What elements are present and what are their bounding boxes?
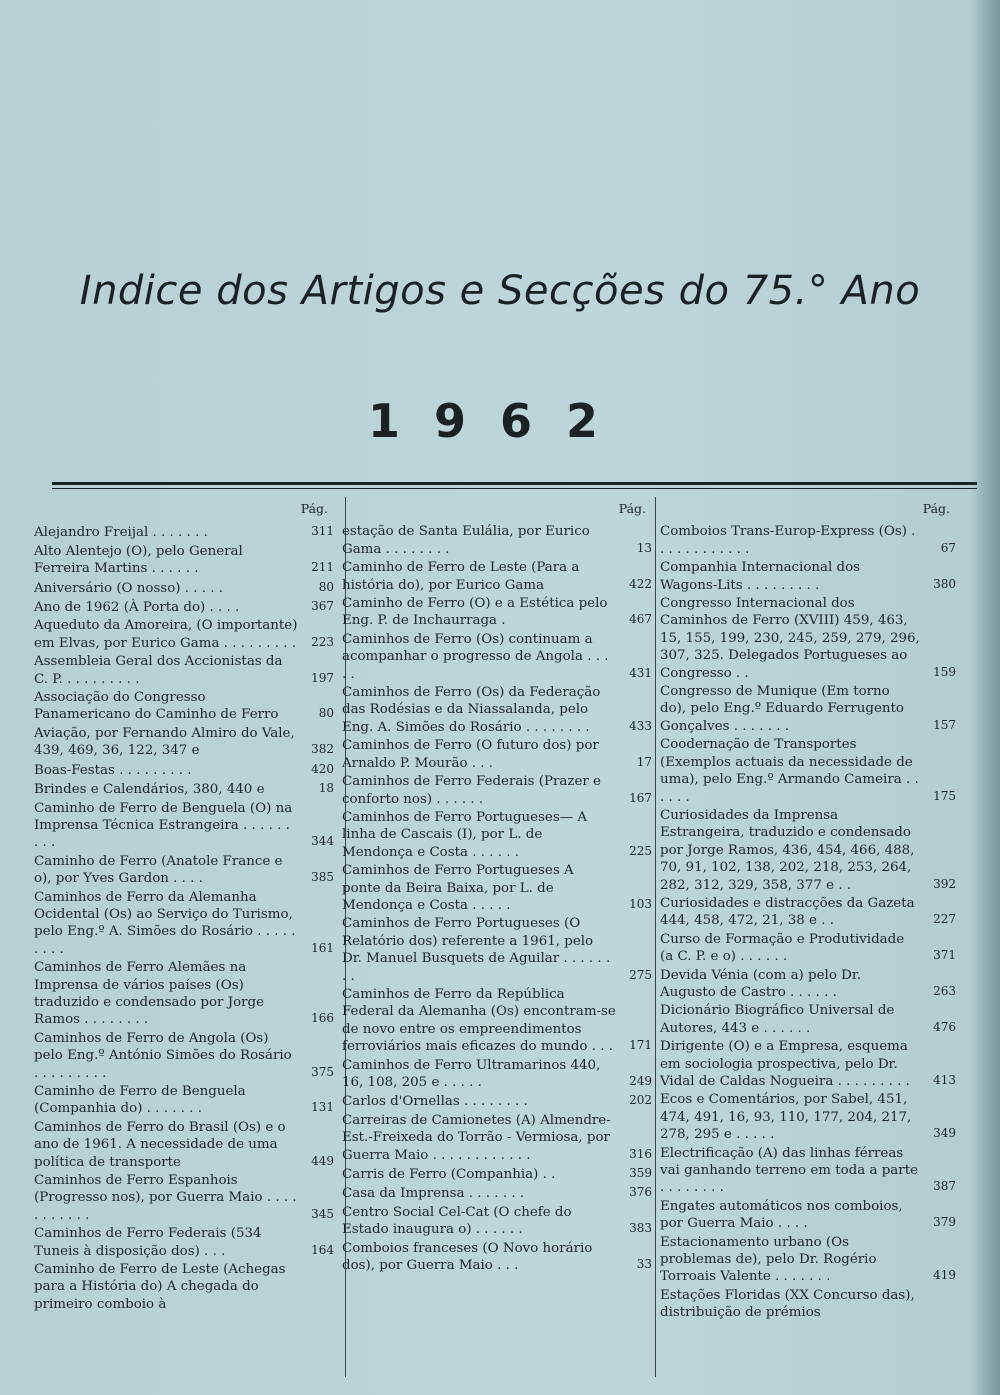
entry-title: Ano de 1962 (À Porta do) . . . .	[34, 600, 240, 616]
entry-page-number: 375	[311, 1064, 334, 1079]
index-entry	[34, 889, 334, 959]
entry-page-number: 349	[933, 1126, 956, 1141]
entry-page-number: 17	[636, 754, 652, 769]
entry-page-number: 385	[311, 870, 334, 885]
entry-page-number: 431	[629, 665, 652, 680]
entry-page-number: 380	[933, 576, 956, 591]
entry-page-number: 387	[933, 1179, 956, 1194]
entry-title: Centro Social Cel-Cat (O chefe do Estado inaugura o) . . . . . .	[342, 1204, 572, 1238]
index-entry	[34, 1172, 334, 1224]
entry-title: Companhia Internacional dos Wagons-Lits . . . . . . . . .	[660, 560, 861, 593]
entry-page-number: 197	[311, 670, 334, 685]
index-entry	[660, 1234, 956, 1286]
entry-title: Electrificação (A) das linhas férreas vai ganhando terreno em toda a parte . . . . . . . .	[660, 1145, 918, 1196]
page-edge-shadow	[972, 0, 1000, 1395]
index-entry	[342, 773, 652, 808]
entry-title: Comboios Trans-Europ-Express (Os) . . . . . . . . . . . .	[660, 524, 916, 557]
entry-page-number: 157	[933, 717, 956, 732]
entry-title: Engates automáticos nos comboios, por Guerra Maio . . . .	[660, 1198, 903, 1232]
entry-page-number: 225	[629, 843, 652, 858]
entry-page-number: 263	[933, 983, 956, 998]
index-entry	[34, 761, 334, 779]
entry-page-number: 419	[933, 1268, 956, 1283]
index-entry	[342, 595, 652, 630]
entry-title: Comboios franceses (O Novo horário dos), por Guerra Maio . . .	[342, 1240, 593, 1274]
entry-page-number: 359	[629, 1166, 652, 1181]
index-entry	[660, 523, 956, 558]
entry-title: Caminhos de Ferro Espanhois (Progresso nos), por Guerra Maio . . . . . . . . . . .	[34, 1173, 297, 1223]
entry-title: Dirigente (O) e a Empresa, esquema em sociologia prospectiva, pelo Dr. Vidal de Caldas Nogueira . . . . . . . . .	[660, 1039, 910, 1089]
index-entry	[342, 631, 652, 683]
index-entry	[660, 1287, 956, 1322]
index-column-3	[660, 500, 956, 1323]
page-header-label: Pág.	[300, 501, 328, 516]
entry-page-number: 316	[629, 1146, 652, 1161]
entry-page-number: 159	[933, 664, 956, 679]
index-entry	[34, 1083, 334, 1118]
index-entry	[660, 559, 956, 594]
year-heading: 1962	[367, 394, 633, 448]
index-entry	[342, 1165, 652, 1183]
entry-title: Caminhos de Ferro de Angola (Os) pelo Eng.º António Simões do Rosário . . . . . . . . .	[34, 1030, 292, 1081]
entry-page-number: 171	[629, 1038, 652, 1053]
entry-page-number: 311	[311, 524, 334, 539]
entry-title: Alejandro Freijal . . . . . . .	[34, 525, 208, 541]
entry-title: Ecos e Comentários, por Sabel, 451, 474, 491, 16, 93, 110, 177, 204, 217, 278, 295 e . . . . .	[660, 1092, 912, 1143]
index-entry	[660, 1198, 956, 1233]
entry-page-number: 211	[311, 560, 334, 575]
entry-page-number	[298, 1312, 334, 1313]
entry-title: Carlos d'Ornellas . . . . . . . .	[342, 1094, 528, 1110]
entry-title: Caminho de Ferro de Benguela (O) na Imprensa Técnica Estrangeira . . . . . . . . .	[34, 800, 293, 851]
entry-page-number: 164	[311, 1242, 334, 1257]
entry-title: Caminho de Ferro de Leste (Achegas para a História do) A chegada do primeiro comboio à	[34, 1262, 286, 1312]
index-entry	[34, 780, 334, 798]
entry-title: Caminhos de Ferro Federais (Prazer e conforto nos) . . . . . .	[342, 774, 601, 807]
entry-title: Caminhos de Ferro da República Federal da Alemanha (Os) encontram-se de novo entre os empreendimentos ferroviários mais eficazes do mundo . . .	[342, 986, 616, 1055]
entry-title: Devida Vénia (com a) pelo Dr. Augusto de Castro . . . . . .	[660, 967, 862, 1000]
entry-page-number: 13	[636, 540, 652, 555]
index-entry	[660, 1002, 956, 1037]
index-entry	[660, 1091, 956, 1143]
top-rule-thin	[52, 488, 977, 489]
entry-page-number: 467	[629, 612, 652, 627]
entry-page-number: 382	[311, 742, 334, 757]
index-entry	[34, 689, 334, 724]
index-entry	[342, 809, 652, 861]
entry-page-number: 202	[629, 1093, 652, 1108]
entry-title: Aniversário (O nosso) . . . . .	[34, 580, 224, 596]
entry-title: Caminho de Ferro (O) e a Estética pelo Eng. P. de Inchaurraga .	[342, 596, 608, 629]
entry-page-number	[920, 1321, 956, 1322]
entry-title: Alto Alentejo (O), pelo General Ferreira Martins . . . . . .	[34, 543, 243, 577]
index-entry	[342, 1240, 652, 1275]
entry-page-number: 344	[311, 834, 334, 849]
index-entry	[660, 895, 956, 930]
index-entry	[342, 915, 652, 985]
entry-page-number: 392	[933, 876, 956, 891]
column-divider	[655, 497, 656, 1377]
index-column-1	[34, 500, 334, 1314]
index-entry	[342, 986, 652, 1056]
index-entry	[34, 579, 334, 597]
index-entry	[34, 853, 334, 888]
entry-title: Caminhos de Ferro Alemães na Imprensa de vários países (Os) traduzido e condensado por Jorge Ramos . . . . . . . .	[34, 960, 265, 1028]
entry-title: Congresso Internacional dos Caminhos de Ferro (XVIII) 459, 463, 15, 155, 199, 230, 245, 259, 279, 296, 307, 325. Delegados Portugueses ao Congresso . .	[660, 596, 920, 681]
entry-title: Caminhos de Ferro Federais (534 Tuneis à disposição dos) . . .	[34, 1226, 262, 1259]
entry-title: Carris de Ferro (Companhia) . .	[342, 1167, 556, 1183]
entry-page-number: 413	[933, 1073, 956, 1087]
index-entry	[34, 523, 334, 541]
entry-page-number: 18	[318, 781, 334, 796]
index-entry	[342, 684, 652, 736]
entry-title: Congresso de Munique (Em torno do), pelo Eng.º Eduardo Ferrugento Gonçalves . . . . . . .	[660, 684, 904, 734]
index-entry	[34, 959, 334, 1029]
index-entry	[660, 1145, 956, 1197]
index-entry	[34, 800, 334, 852]
index-column-2	[342, 500, 652, 1275]
index-entry	[342, 1204, 652, 1239]
index-entry	[660, 967, 956, 1002]
entry-page-number: 103	[629, 896, 652, 911]
index-entry	[342, 1092, 652, 1110]
entry-title: Coodernação de Transportes (Exemplos actuais da necessidade de uma), pelo Eng.º Armando Cameira . . . . . .	[660, 737, 919, 805]
entry-page-number: 80	[318, 579, 334, 594]
entry-title: Caminho de Ferro (Anatole France e o), por Yves Gardon . . . .	[34, 853, 283, 887]
index-entry	[660, 683, 956, 735]
entry-title: Caminhos de Ferro (Os) continuam a acompanhar o progresso de Angola . . . . .	[342, 631, 609, 682]
index-entry	[342, 559, 652, 594]
page-headline: Indice dos Artigos e Secções do 75.° Ano	[79, 268, 921, 314]
index-entry	[342, 862, 652, 914]
page-header-label: Pág.	[922, 501, 950, 516]
entry-page-number: 67	[940, 540, 956, 555]
entry-page-number: 379	[933, 1215, 956, 1230]
page-header-label: Pág.	[618, 501, 646, 516]
index-entry	[660, 807, 956, 894]
entry-title: Carreiras de Camionetes (A) Almendre-Est.-Freixeda do Torrão - Vermiosa, por Guerra Maio . . . . . . . . . . . .	[342, 1112, 611, 1163]
entry-title: estação de Santa Eulália, por Eurico Gama . . . . . . . .	[342, 524, 590, 557]
entry-page-number: 376	[629, 1185, 652, 1200]
entry-title: Aviação, por Fernando Almiro do Vale, 439, 469, 36, 122, 347 e	[34, 725, 295, 759]
entry-title: Brindes e Calendários, 380, 440 e	[34, 782, 265, 798]
index-entry	[660, 1038, 956, 1090]
entry-title: Estacionamento urbano (Os problemas de), pelo Dr. Rogério Torroais Valente . . . . . . .	[660, 1234, 877, 1285]
entry-title: Associação do Congresso Panamericano do Caminho de Ferro	[34, 690, 279, 723]
index-entry	[34, 1119, 334, 1171]
entry-page-number: 449	[311, 1153, 334, 1168]
index-entry	[342, 523, 652, 558]
index-entry	[34, 653, 334, 688]
index-entry	[34, 617, 334, 652]
entry-page-number: 345	[311, 1206, 334, 1221]
entry-page-number: 275	[629, 967, 652, 982]
index-entry	[34, 543, 334, 578]
entry-title: Curiosidades e distracções da Gazeta 444, 458, 472, 21, 38 e . .	[660, 895, 915, 929]
entry-page-number: 420	[311, 761, 334, 776]
entry-title: Assembleia Geral dos Accionistas da C. P. . . . . . . . . .	[34, 654, 283, 687]
index-entry	[342, 737, 652, 772]
entry-title: Caminhos de Ferro Ultramarinos 440, 16, 108, 205 e . . . . .	[342, 1057, 601, 1090]
top-rule	[52, 482, 977, 485]
entry-page-number: 131	[311, 1100, 334, 1115]
index-entry	[34, 1225, 334, 1260]
index-entry	[34, 598, 334, 616]
entry-page-number: 371	[933, 948, 956, 963]
entry-title: Caminhos de Ferro Portugueses A ponte da Beira Baixa, por L. de Mendonça e Costa . . . . .	[342, 863, 574, 913]
entry-title: Caminhos de Ferro da Alemanha Ocidental (Os) ao Serviço do Turismo, pelo Eng.º A. Simões do Rosário . . . . . . . . .	[34, 889, 296, 957]
entry-title: Caminho de Ferro de Benguela (Companhia do) . . . . . . .	[34, 1084, 246, 1117]
entry-title: Caminhos de Ferro Portugueses— A linha de Cascais (I), por L. de Mendonça e Costa . . . . . .	[342, 809, 588, 860]
index-entry	[660, 931, 956, 966]
entry-page-number: 227	[933, 912, 956, 927]
index-entry	[342, 1184, 652, 1202]
entry-title: Aqueduto da Amoreira, (O importante) em Elvas, por Eurico Gama . . . . . . . . .	[34, 618, 298, 651]
entry-title: Casa da Imprensa . . . . . . .	[342, 1186, 525, 1202]
index-entry	[34, 1030, 334, 1082]
index-entry	[34, 725, 334, 760]
index-entry	[660, 736, 956, 806]
entry-title: Caminhos de Ferro (O futuro dos) por Arnaldo P. Mourão . . .	[342, 738, 599, 771]
entry-title: Caminho de Ferro de Leste (Para a história do), por Eurico Gama	[342, 560, 580, 593]
entry-page-number: 167	[629, 790, 652, 805]
entry-title: Caminhos de Ferro do Brasil (Os) e o ano de 1961. A necessidade de uma política de transporte	[34, 1119, 286, 1170]
entry-title: Boas-Festas . . . . . . . . .	[34, 762, 192, 778]
entry-page-number: 161	[311, 940, 334, 955]
entry-page-number: 249	[629, 1074, 652, 1088]
entry-page-number: 433	[629, 718, 652, 733]
entry-title: Curso de Formação e Produtividade (a C. P. e o) . . . . . .	[660, 931, 905, 965]
entry-page-number: 33	[636, 1257, 652, 1272]
entry-page-number: 175	[933, 788, 956, 803]
entry-page-number: 367	[311, 599, 334, 614]
entry-title: Caminhos de Ferro Portugueses (O Relatório dos) referente a 1961, pelo Dr. Manuel Busquets de Aguilar . . . . . . . .	[342, 916, 611, 984]
index-entry	[660, 595, 956, 682]
index-entry	[34, 1261, 334, 1313]
entry-page-number: 422	[629, 576, 652, 591]
entry-page-number: 223	[311, 634, 334, 649]
entry-page-number: 383	[629, 1221, 652, 1236]
entry-title: Dicionário Biográfico Universal de Autores, 443 e . . . . . .	[660, 1003, 895, 1036]
entry-page-number: 476	[933, 1019, 956, 1034]
entry-title: Caminhos de Ferro (Os) da Federação das Rodésias e da Niassalanda, pelo Eng. A. Simões do Rosário . . . . . . . .	[342, 685, 601, 735]
entry-title: Curiosidades da Imprensa Estrangeira, traduzido e condensado por Jorge Ramos, 436, 454, 466, 488, 70, 91, 102, 138, 202, 218, 253, 264, 282, 312, 329, 358, 377 e . .	[660, 807, 915, 893]
index-entry	[342, 1057, 652, 1092]
entry-page-number: 80	[318, 706, 334, 721]
index-entry	[342, 1112, 652, 1164]
entry-page-number: 166	[311, 1011, 334, 1026]
entry-title: Estações Floridas (XX Concurso das), distribuição de prémios	[660, 1287, 915, 1321]
